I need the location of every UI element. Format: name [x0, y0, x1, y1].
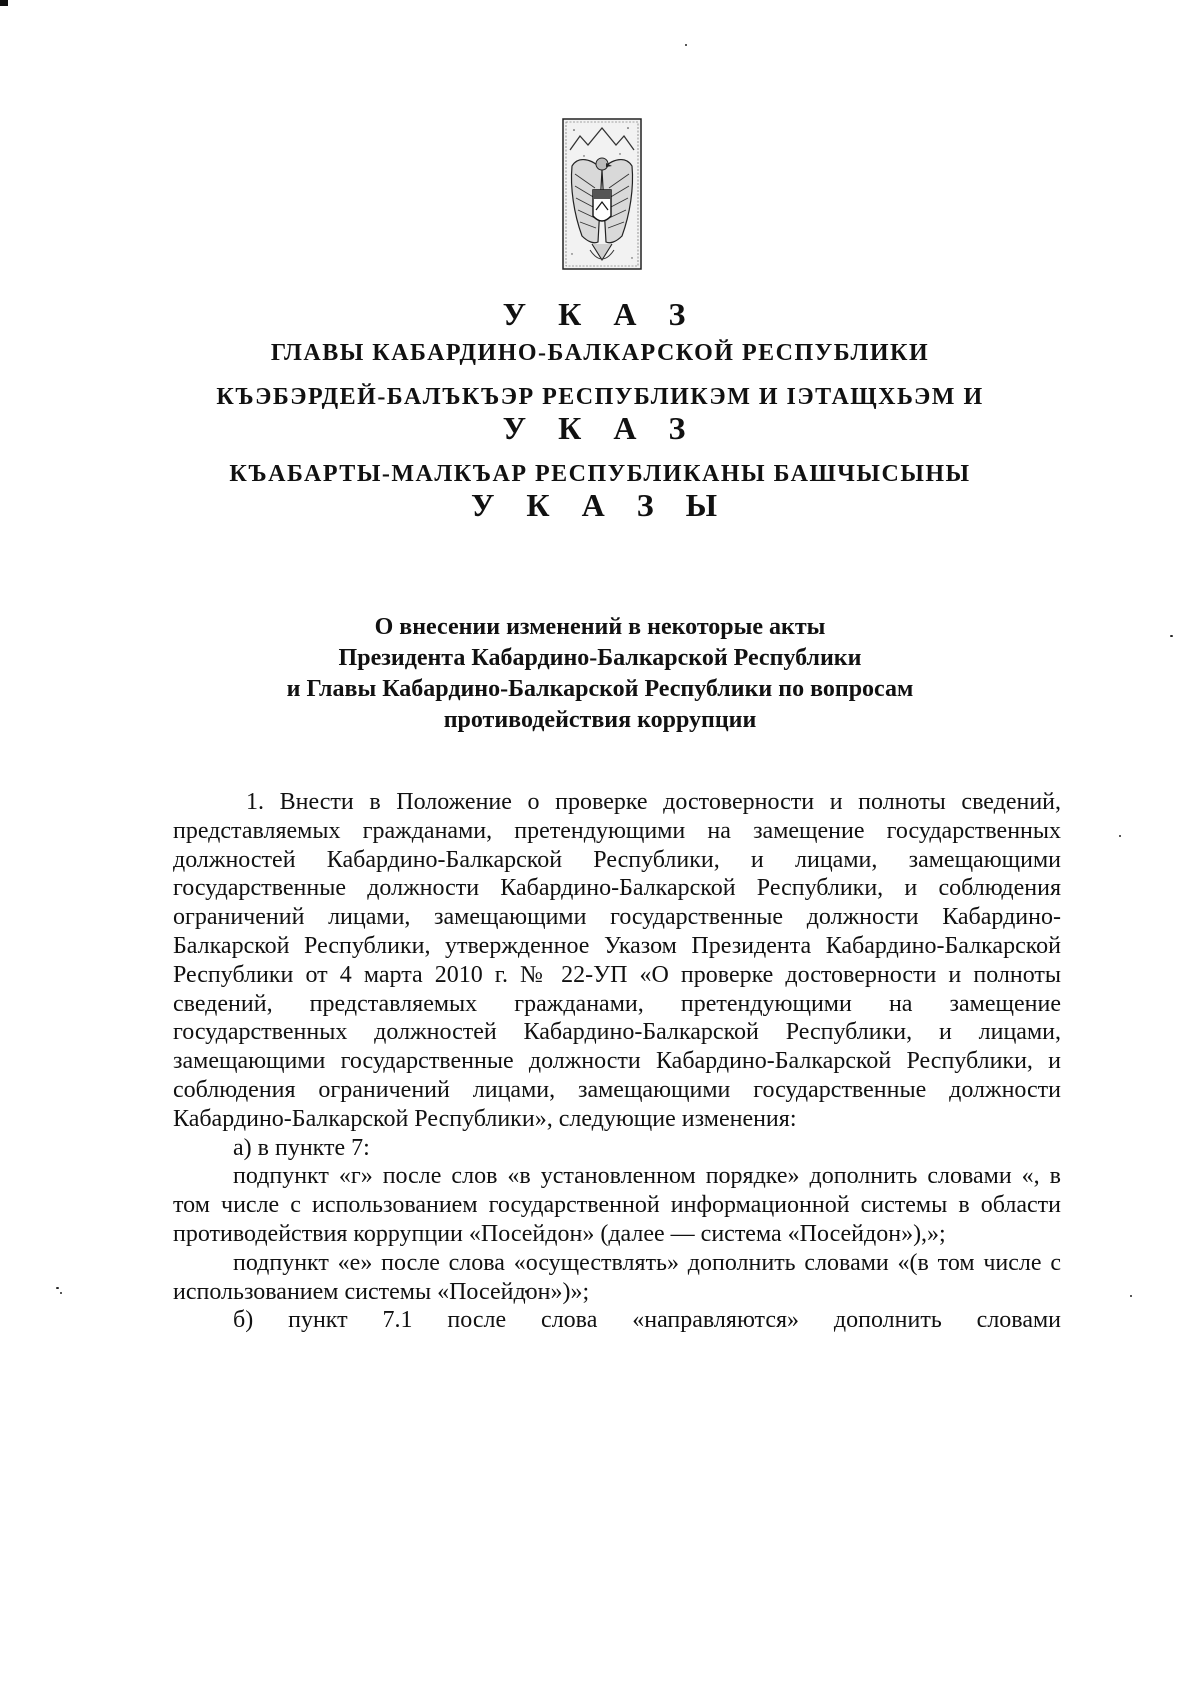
- document-body: [173, 788, 1061, 1335]
- scan-corner-mark: [0, 0, 8, 6]
- paragraph-a: а) в пункте 7:: [233, 1134, 370, 1161]
- heading-head-ru: ГЛАВЫ КАБАРДИНО-БАЛКАРСКОЙ РЕСПУБЛИКИ: [270, 340, 930, 366]
- heading-ukaz-kbd: У К А З: [502, 410, 698, 446]
- coat-of-arms-emblem: [562, 118, 642, 270]
- paragraph-subpoint-g: подпункт «г» после слов «в установленном порядке» дополнить словами «, в том числе с использованием государственной информационной системы в области противодействия коррупции «Посейдон» (далее — система «Посейдон»),»;: [173, 1163, 1061, 1247]
- document-title: [200, 612, 1000, 736]
- paragraph-subpoint-e: подпункт «е» после слова «осуществлять» дополнить словами «(в том числе с использованием системы «Посейдон»)»;: [173, 1249, 1061, 1305]
- title-line: Президента Кабардино-Балкарской Республики: [338, 645, 862, 671]
- paragraph-b: б) пункт 7.1 после слова «направляются» дополнить словами: [233, 1307, 1061, 1334]
- heading-ukaz-krc: У К А З Ы: [470, 487, 730, 523]
- heading-ukaz-ru: У К А З: [502, 296, 698, 332]
- heading-head-krc: КЪАБАРТЫ-МАЛКЪАР РЕСПУБЛИКАНЫ БАШЧЫСЫНЫ: [229, 461, 971, 487]
- title-line: О внесении изменений в некоторые акты: [374, 614, 826, 640]
- paragraph-1: 1. Внести в Положение о проверке достоверности и полноты сведений, представляемых гражданами, претендующими на замещение государственных должностей Кабардино-Балкарской Республики, и лицами, замещающими государственные должности Кабардино-Балкарской Республики, и соблюдения ограничений лицами, замещающими государственные должности Кабардино-Балкарской Республики, утвержденное Указом Президента Кабардино-Балкарской Республики от 4 марта 2010 г. № 22-УП «О проверке достоверности и полноты сведений, представляемых гражданами, претендующими на замещение государственных должностей Кабардино-Балкарской Республики, и лицами, замещающими государственные должности Кабардино-Балкарской Республики, и соблюдения ограничений лицами, замещающими государственные должности Кабардино-Балкарской Республики», следующие изменения:: [173, 789, 1061, 1132]
- heading-head-kbd: КЪЭБЭРДЕЙ-БАЛЪКЪЭР РЕСПУБЛИКЭМ И IЭТАЩХЬЭМ И: [216, 384, 984, 410]
- title-line: противодействия коррупции: [443, 707, 757, 733]
- title-line: и Главы Кабардино-Балкарской Республики по вопросам: [286, 676, 914, 702]
